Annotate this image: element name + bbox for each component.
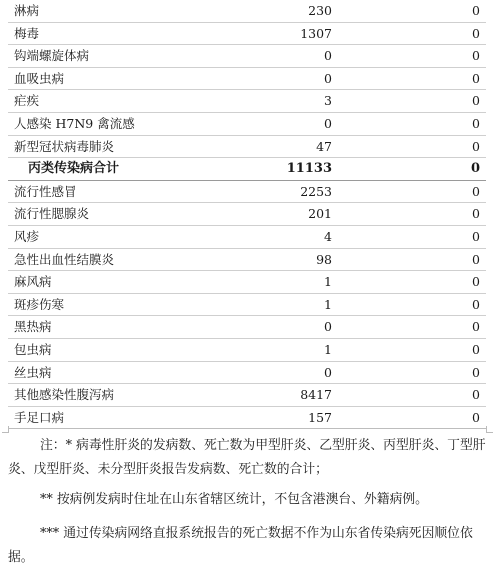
table-row [8,361,486,384]
disease-name: 其他感染性腹泻病 [8,384,220,407]
case-count: 8417 [220,384,338,407]
disease-name: 流行性感冒 [8,180,220,203]
table-row [8,135,486,158]
case-count: 230 [220,0,338,22]
death-count: 0 [338,406,486,429]
death-count: 0 [338,338,486,361]
death-count: 0 [338,225,486,248]
death-count: 0 [338,316,486,339]
disease-name: 人感染 H7N9 禽流感 [8,112,220,135]
footnotes [8,434,488,570]
table-row [8,338,486,361]
table-row [8,180,486,203]
disease-name: 血吸虫病 [8,67,220,90]
total-death-count: 0 [338,158,486,181]
death-count: 0 [338,0,486,22]
table-row [8,67,486,90]
disease-stats-table [8,0,486,429]
case-count: 1307 [220,22,338,45]
footnote-3: *** 通过传染病网络直报系统报告的死亡数据不作为山东省传染病死因顺位依据。 [8,526,473,565]
table-row [8,406,486,429]
total-label: 丙类传染病合计 [8,158,220,181]
case-count: 3 [220,90,338,113]
margin-corner-mark [486,426,493,433]
case-count: 157 [220,406,338,429]
footnote-1: 注：* 病毒性肝炎的发病数、死亡数为甲型肝炎、乙型肝炎、丙型肝炎、丁型肝炎、戊型肝炎、未分型肝炎报告发病数、死亡数的合计； [8,438,486,477]
case-count: 1 [220,293,338,316]
table-row [8,90,486,113]
case-count: 2253 [220,180,338,203]
death-count: 0 [338,271,486,294]
case-count: 47 [220,135,338,158]
table-row [8,22,486,45]
case-count: 1 [220,271,338,294]
disease-name: 风疹 [8,225,220,248]
death-count: 0 [338,135,486,158]
case-count: 98 [220,248,338,271]
case-count: 0 [220,67,338,90]
disease-name: 流行性腮腺炎 [8,203,220,226]
table-row [8,0,486,22]
case-count: 1 [220,338,338,361]
disease-name: 淋病 [8,0,220,22]
case-count: 0 [220,112,338,135]
disease-name: 包虫病 [8,338,220,361]
death-count: 0 [338,67,486,90]
table-row [8,271,486,294]
disease-name: 丝虫病 [8,361,220,384]
disease-name: 手足口病 [8,406,220,429]
table-row [8,203,486,226]
death-count: 0 [338,22,486,45]
case-count: 4 [220,225,338,248]
death-count: 0 [338,180,486,203]
disease-name: 疟疾 [8,90,220,113]
table-row [8,293,486,316]
death-count: 0 [338,248,486,271]
disease-name: 急性出血性结膜炎 [8,248,220,271]
table-row [8,316,486,339]
case-count: 201 [220,203,338,226]
table-row [8,112,486,135]
case-count: 0 [220,45,338,68]
margin-corner-mark [2,426,9,433]
death-count: 0 [338,112,486,135]
disease-name: 梅毒 [8,22,220,45]
death-count: 0 [338,384,486,407]
table-row [8,248,486,271]
footnote-2: ** 按病例发病时住址在山东省辖区统计，不包含港澳台、外籍病例。 [40,492,428,507]
death-count: 0 [338,361,486,384]
table-row [8,45,486,68]
death-count: 0 [338,293,486,316]
disease-name: 黑热病 [8,316,220,339]
total-row [8,158,486,181]
death-count: 0 [338,203,486,226]
case-count: 0 [220,316,338,339]
death-count: 0 [338,90,486,113]
disease-name: 麻风病 [8,271,220,294]
death-count: 0 [338,45,486,68]
disease-table-container [8,0,486,429]
disease-name: 钩端螺旋体病 [8,45,220,68]
disease-name: 斑疹伤寒 [8,293,220,316]
total-case-count: 11133 [220,158,338,181]
disease-name: 新型冠状病毒肺炎 [8,135,220,158]
case-count: 0 [220,361,338,384]
table-row [8,225,486,248]
table-row [8,384,486,407]
